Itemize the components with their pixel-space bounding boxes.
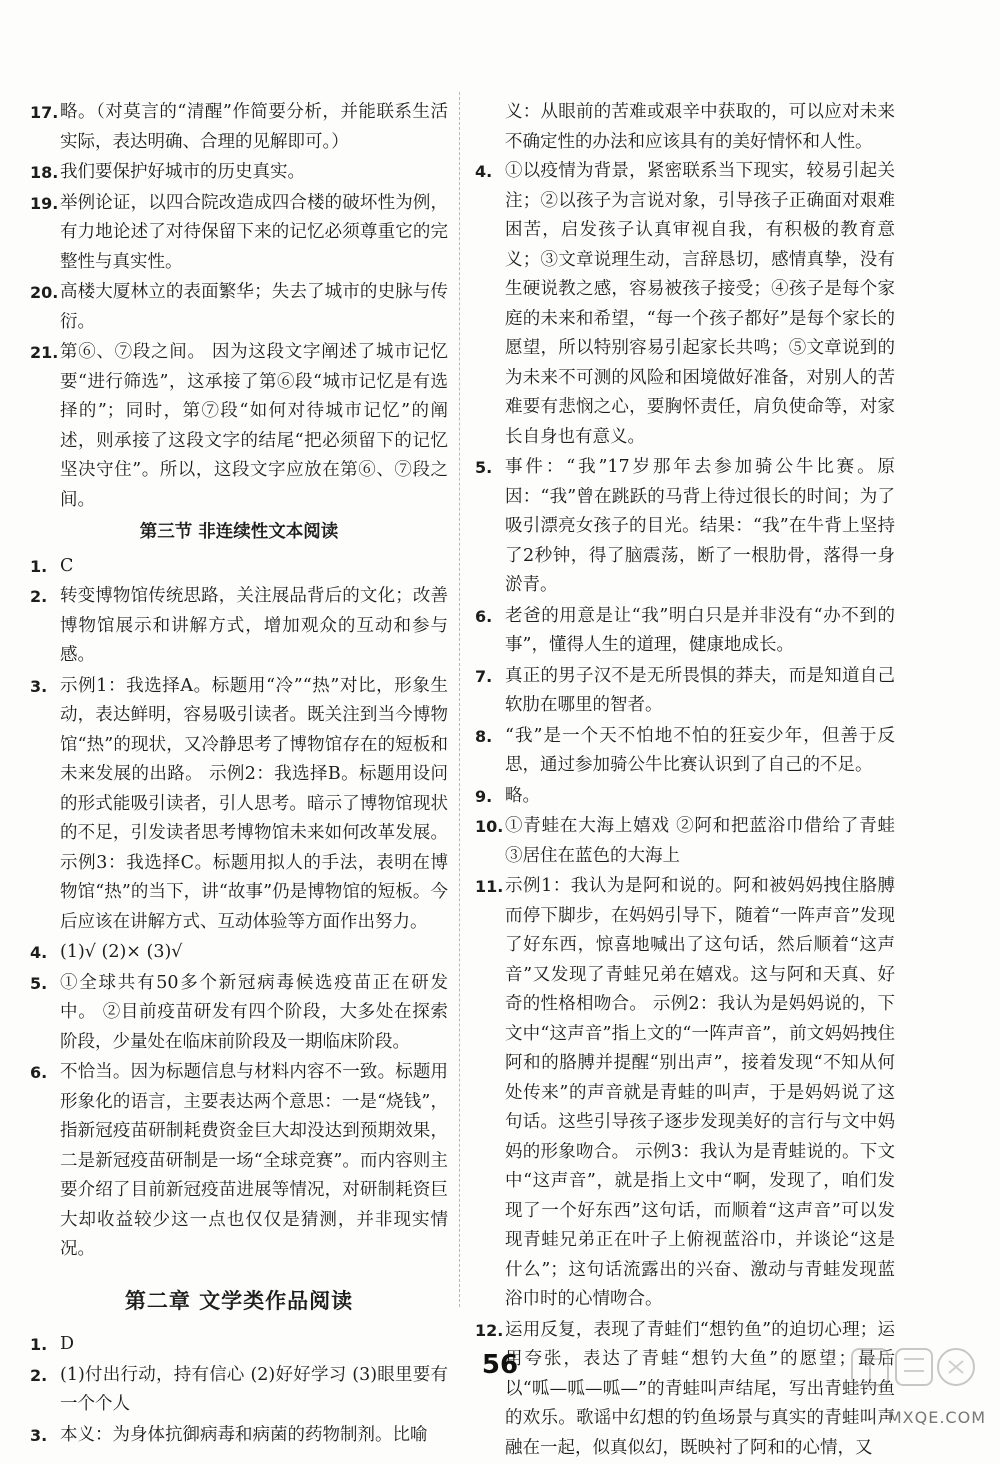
answer-item (475, 453, 895, 601)
answer-number: 20. (30, 283, 59, 302)
page-number: 56 (481, 1350, 519, 1380)
answer-text: 示例1：我选择A。标题用“冷”“热”对比，形象生动，表达鲜明，容易吸引读者。既关注到当今博物馆“热”的现状，又冷静思考了博物馆存在的短板和未来发展的出路。 示例2：我选择B。标题用设问的形式能吸引读者，引人思考。暗示了博物馆现状的不足，引发读者思考博物馆未来如何改革发展。 示例3：我选择C。标题用拟人的手法，表明在博物馆“热”的当下，讲“故事”仍是博物馆的短板。今后应该在讲解方式、互动体验等方面作出努力。 (60, 675, 448, 932)
answer-list (30, 98, 448, 515)
answer-item (30, 1421, 448, 1451)
answer-text: 老爸的用意是让“我”明白只是并非没有“办不到的事”，懂得人生的道理，健康地成长。 (505, 605, 895, 655)
answer-item (30, 552, 448, 582)
answer-text: 真正的男子汉不是无所畏惧的莽夫，而是知道自己软肋在哪里的智者。 (505, 665, 895, 715)
answer-text: 转变博物馆传统思路，关注展品背后的文化；改善博物馆展示和讲解方式，增加观众的互动和参与感。 (60, 586, 448, 665)
answer-text: 我们要保护好城市的历史真实。 (60, 162, 305, 182)
answer-number: 4. (30, 943, 48, 962)
answer-item (30, 158, 448, 188)
answer-number: 4. (475, 162, 493, 181)
continuation-text: 义：从眼前的苦难或艰辛中获取的，可以应对未来不确定性的办法和应该具有的美好情怀和人性。 (505, 102, 895, 152)
answer-text: 不恰当。因为标题信息与材料内容不一致。标题用形象化的语言，主要表达两个意思：一是“烧钱”，指新冠疫苗研制耗费资金巨大却没达到预期效果，二是新冠疫苗研制是一场“全球竞赛”。而内容则主要介绍了目前新冠疫苗进展等情况，对研制耗资巨大却收益较少这一点也仅仅是猜测，并非现实情况。 (60, 1062, 448, 1259)
answer-text: ①全球共有50多个新冠病毒候选疫苗正在研发中。 ②目前疫苗研发有四个阶段，大多处在探索阶段，少量处在临床前阶段及一期临床阶段。 (60, 972, 448, 1052)
answer-item (30, 98, 448, 157)
answer-text: 本义：为身体抗御病毒和病菌的药物制剂。比喻 (60, 1424, 428, 1445)
answer-number: 6. (475, 606, 493, 626)
answer-number: 6. (30, 1063, 48, 1082)
answer-item (475, 602, 895, 661)
answer-number: 1. (30, 556, 48, 576)
column-divider (459, 92, 460, 1307)
answer-number: 12. (475, 1320, 504, 1340)
answer-text: (1)付出行动，持有信心 (2)好好学习 (3)眼里要有一个个人 (60, 1364, 448, 1414)
answer-number: 17. (30, 103, 59, 122)
watermark-text: MXQE.COM (887, 1408, 986, 1427)
answer-number: 1. (30, 1335, 48, 1354)
answer-item (30, 1058, 448, 1265)
answer-text: “我”是一个天不怕地不怕的狂妄少年，但善于反思，通过参加骑公牛比赛认识到了自己的不足。 (505, 725, 895, 775)
answer-text: 略。（对莫言的“清醒”作简要分析，并能联系生活实际，表达明确、合理的见解即可。） (60, 102, 448, 152)
answer-list (30, 1330, 448, 1450)
answer-item (475, 157, 895, 452)
answer-number: 7. (475, 666, 493, 686)
answer-number: 21. (30, 343, 59, 362)
answer-item (30, 969, 448, 1058)
answer-number: 9. (475, 786, 493, 806)
answer-item (475, 782, 895, 812)
answer-item (30, 938, 448, 968)
answer-item (30, 189, 448, 278)
answer-item (30, 278, 448, 337)
answer-number: 3. (30, 1425, 48, 1445)
answer-text: D (60, 1334, 75, 1354)
answer-number: 2. (30, 587, 48, 606)
left-column (30, 98, 448, 1451)
answer-text: C (60, 555, 74, 576)
answer-item (30, 672, 448, 938)
answer-number: 3. (30, 676, 48, 696)
answer-text: ①以疫情为背景，紧密联系当下现实，较易引起关注；②以孩子为言说对象，引导孩子正确面对艰难困苦，启发孩子认真审视自我，有积极的教育意义；③文章说理生动，言辞恳切，感情真挚，没有生硬说教之感，容易被孩子接受；④孩子是每个家庭的未来和希望，“每一个孩子都好”是每个家长的愿望，所以特别容易引起家长共鸣；⑤文章说到的为未来不可测的风险和困境做好准备，对别人的苦难要有悲悯之心，要胸怀责任，肩负使命等，对家长自身也有意义。 (505, 161, 895, 447)
answer-number: 5. (475, 458, 493, 477)
answer-number: 11. (475, 877, 504, 896)
answer-number: 2. (30, 1365, 48, 1385)
answer-list (475, 157, 895, 1463)
answer-text: 略。 (505, 785, 540, 806)
answer-item (475, 812, 895, 871)
answer-text: 举例论证，以四合院改造成四合楼的破坏性为例，有力地论述了对待保留下来的记忆必须尊重它的完整性与真实性。 (60, 192, 448, 272)
answer-text: 运用反复，表现了青蛙们“想钓鱼”的迫切心理；运用夸张，表达了青蛙“想钓大鱼”的愿望；最后以“呱—呱—呱—”的青蛙叫声结尾，写出青蛙钓鱼的欢乐。歌谣中幻想的钓鱼场景与真实的青蛙叫声融在一起，似真似幻，既映衬了阿和的心情，又 (505, 1319, 895, 1458)
chapter-title: 第二章 文学类作品阅读 (124, 1288, 354, 1313)
answer-item (30, 338, 448, 515)
answer-number: 5. (30, 973, 48, 993)
answer-text: ①青蛙在大海上嬉戏 ②阿和把蓝浴巾借给了青蛙 ③居住在蓝色的大海上 (505, 816, 895, 866)
answer-number: 19. (30, 193, 59, 213)
answer-text: (1)√ (2)× (3)√ (60, 942, 183, 962)
answer-number: 10. (475, 817, 504, 836)
answer-item (475, 662, 895, 721)
right-column (475, 98, 895, 1464)
answer-number: 8. (475, 726, 493, 746)
answer-text: 事件：“我”17岁那年去参加骑公牛比赛。原因：“我”曾在跳跃的马背上待过很长的时间；为了吸引漂亮女孩子的目光。结果：“我”在牛背上坚持了2秒钟，得了脑震荡，断了一根肋骨，落得一身淤青。 (505, 457, 895, 595)
answer-text: 高楼大厦林立的表面繁华；失去了城市的史脉与传衍。 (60, 282, 448, 332)
section-title: 第三节 非连续性文本阅读 (139, 522, 339, 542)
answer-item (30, 582, 448, 671)
answer-text: 第⑥、⑦段之间。 因为这段文字阐述了城市记忆要“进行筛选”，这承接了第⑥段“城市记忆是有选择的”；同时，第⑦段“如何对待城市记忆”的阐述，则承接了这段文字的结尾“把必须留下的记忆坚决守住”。所以，这段文字应放在第⑥、⑦段之间。 (60, 342, 448, 510)
answer-list (30, 552, 448, 1265)
answer-item (475, 722, 895, 781)
answer-number: 18. (30, 163, 59, 182)
answer-text: 示例1：我认为是阿和说的。阿和被妈妈拽住胳膊而停下脚步，在妈妈引导下，随着“一阵声音”发现了好东西，惊喜地喊出了这句话，然后顺着“这声音”又发现了青蛙兄弟在嬉戏。这与阿和天真、好奇的性格相吻合。 示例2：我认为是妈妈说的，下文中“这声音”指上文的“一阵声音”，前文妈妈拽住阿和的胳膊并提醒“别出声”，接着发现“不知从何处传来”的声音就是青蛙的叫声，于是妈妈说了这句话。这些引导孩子逐步发现美好的言行与文中妈妈的形象吻合。 示例3：我认为是青蛙说的。下文中“这声音”，就是指上文中“啊，发现了，咱们发现了一个好东西”这句话，而顺着“这声音”可以发现青蛙兄弟正在叶子上俯视蓝浴巾，并谈论“这是什么”；这句话流露出的兴奋、激动与青蛙发现蓝浴巾时的心情吻合。 (505, 876, 895, 1309)
answer-item (475, 872, 895, 1315)
